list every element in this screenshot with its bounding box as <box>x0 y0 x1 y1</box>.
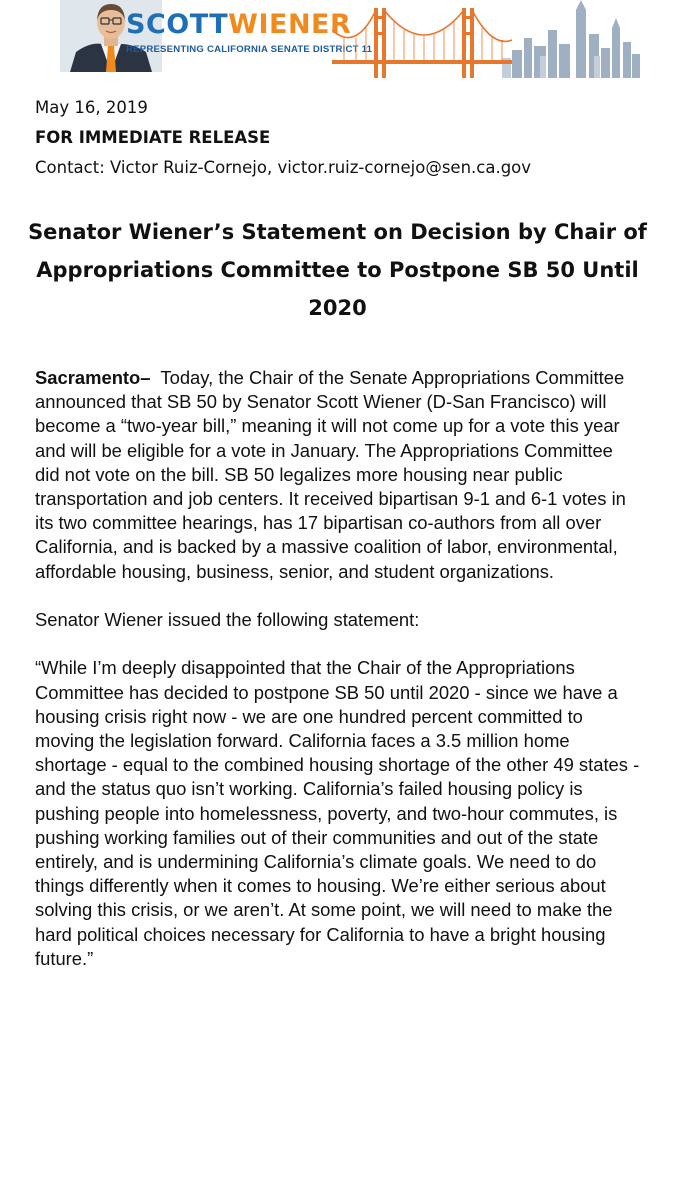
release-meta <box>35 93 645 183</box>
brand-name-last: WIENER <box>228 9 352 40</box>
golden-gate-skyline-graphic <box>332 0 640 78</box>
brand-name-first: SCOTT <box>126 9 229 40</box>
dateline: Sacramento– <box>35 367 151 388</box>
release-type: FOR IMMEDIATE RELEASE <box>35 128 271 147</box>
release-date: May 16, 2019 <box>35 98 148 117</box>
body-paragraph-1 <box>35 366 640 584</box>
body-paragraph-2: Senator Wiener issued the following statement: <box>35 609 420 631</box>
letterhead <box>40 0 640 78</box>
headline: Senator Wiener’s Statement on Decision by Chair of Appropriations Committee to Postpone SB 50 Until 2020 <box>28 220 647 320</box>
brand-name <box>126 8 351 42</box>
paragraph-1-text: Today, the Chair of the Senate Appropriations Committee announced that SB 50 by Senator Scott Wiener (D-San Francisco) will become a “two-year bill,” meaning it will not come up for a vote this year and will be eligible for a vote in January. The Appropriations Committee did not vote on the bill. SB 50 legalizes more housing near public transportation and job centers. It received bipartisan 9-1 and 6-1 votes in its two committee hearings, has 17 bipartisan co-authors from all over California, and is backed by a massive coalition of labor, environmental, affordable housing, business, senior, and student organizations. <box>35 367 626 582</box>
release-body <box>35 366 640 995</box>
release-contact: Contact: Victor Ruiz-Cornejo, victor.ruiz-cornejo@sen.ca.gov <box>35 158 532 177</box>
quote-paragraph: “While I’m deeply disappointed that the Chair of the Appropriations Committee has decided to postpone SB 50 until 2020 - since we have a housing crisis right now - we are one hundred percent committed to moving the legislation forward. California faces a 3.5 million home shortage - equal to the combined housing shortage of the other 49 states - and the status quo isn’t working. California’s failed housing policy is pushing people into homelessness, poverty, and two-hour commutes, is pushing working families out of their communities and out of the state entirely, and is undermining California’s climate goals. We need to do things differently when it comes to housing. We’re either serious about solving this crisis, or we aren’t. At some point, we will need to make the hard political choices necessary for California to have a bright housing future.” <box>35 657 640 969</box>
brand-tagline: REPRESENTING CALIFORNIA SENATE DISTRICT 11 <box>126 44 373 55</box>
